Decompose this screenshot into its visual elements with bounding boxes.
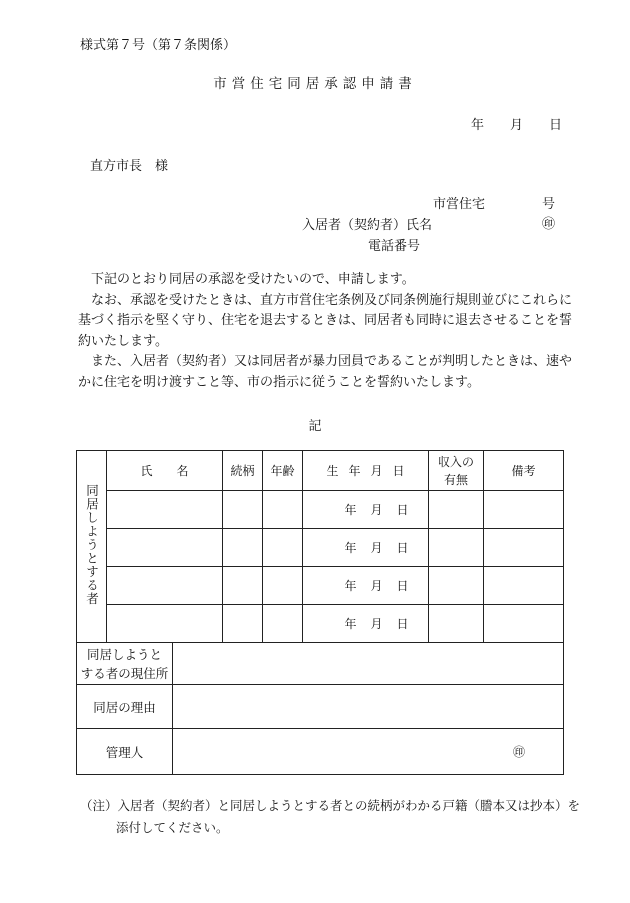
cohabitant-age-cell[interactable] (263, 491, 303, 529)
dob-year-label: 年 (344, 579, 357, 593)
header-name: 氏 名 (107, 451, 223, 491)
cohabitant-table (76, 450, 564, 775)
reason-label: 同居の理由 (77, 685, 173, 729)
cohabitant-relation-cell[interactable] (223, 491, 263, 529)
dob-month-label: 月 (370, 579, 383, 593)
cohabitant-relation-cell[interactable] (223, 567, 263, 605)
note-line1: （注）入居者（契約者）と同居しようとする者との続柄がわかる戸籍（謄本又は抄本）を (80, 798, 581, 813)
current-address-row (77, 643, 564, 685)
table-row (77, 567, 564, 605)
date-year-label: 年 (471, 118, 485, 133)
application-date (471, 114, 562, 133)
header-birth-year: 年 (348, 464, 361, 478)
cohabitant-name-cell[interactable] (107, 605, 223, 643)
dob-year-label: 年 (344, 503, 357, 517)
cohabitant-name-cell[interactable] (107, 491, 223, 529)
cohabitant-relation-cell[interactable] (223, 529, 263, 567)
cohabitant-birth-cell[interactable] (303, 529, 429, 567)
table-row (77, 491, 564, 529)
cohabitant-age-cell[interactable] (263, 605, 303, 643)
cohabitant-income-cell[interactable] (429, 491, 484, 529)
dob-day-label: 日 (396, 541, 409, 555)
statement-paragraph-2: なお、承認を受けたときは、直方市営住宅条例及び同条例施行規則並びにこれらに基づく指示を堅く守り、住宅を退去するときは、同居者も同時に退去させることを誓約いたします。 (78, 292, 573, 349)
page-title: 市営住宅同居承認申請書 (213, 76, 417, 92)
reason-row (77, 685, 564, 729)
header-birth-sei: 生 (326, 464, 339, 478)
application-statement (78, 270, 574, 393)
header-remarks: 備考 (484, 451, 564, 491)
note-line2: 添付してください。 (116, 820, 229, 835)
cohabitant-name-cell[interactable] (107, 529, 223, 567)
applicant-name-label: 入居者（契約者）氏名 (302, 218, 433, 233)
date-month-label: 月 (510, 118, 524, 133)
header-birth-day: 日 (392, 464, 405, 478)
cohabitant-remarks-cell[interactable] (484, 491, 564, 529)
dob-day-label: 日 (396, 579, 409, 593)
dob-year-label: 年 (344, 541, 357, 555)
cohabitant-remarks-cell[interactable] (484, 529, 564, 567)
manager-row (77, 729, 564, 775)
housing-label: 市営住宅 (433, 197, 486, 212)
header-income-line2: 有無 (444, 472, 469, 487)
date-day-label: 日 (549, 118, 563, 133)
cohabitant-birth-cell[interactable] (303, 605, 429, 643)
dob-day-label: 日 (396, 617, 409, 631)
cohabitant-group-cell (77, 451, 107, 643)
cohabitant-birth-cell[interactable] (303, 567, 429, 605)
reason-cell[interactable] (173, 685, 564, 729)
form-number: 様式第７号（第７条関係） (80, 38, 237, 53)
cohabitant-income-cell[interactable] (429, 605, 484, 643)
manager-seal: ㊞ (513, 745, 526, 759)
header-birth-month: 月 (370, 464, 383, 478)
current-address-cell[interactable] (173, 643, 564, 685)
dob-year-label: 年 (344, 617, 357, 631)
manager-label: 管理人 (77, 729, 173, 775)
dob-month-label: 月 (370, 503, 383, 517)
cohabitant-relation-cell[interactable] (223, 605, 263, 643)
table-row (77, 605, 564, 643)
cohabitant-group-label: 同居しようとする者 (84, 484, 100, 606)
cohabitant-name-cell[interactable] (107, 567, 223, 605)
phone-label: 電話番号 (368, 239, 421, 254)
housing-number-suffix: 号 (542, 197, 556, 212)
table-row (77, 529, 564, 567)
header-income (429, 451, 484, 491)
dob-month-label: 月 (370, 617, 383, 631)
current-address-label-line2: する者の現住所 (80, 665, 169, 681)
cohabitant-income-cell[interactable] (429, 529, 484, 567)
dob-day-label: 日 (396, 503, 409, 517)
cohabitant-birth-cell[interactable] (303, 491, 429, 529)
statement-paragraph-3: また、入居者（契約者）又は同居者が暴力団員であることが判明したときは、速やかに住宅を明け渡すこと等、市の指示に従うことを誓約いたします。 (78, 354, 573, 390)
manager-cell[interactable] (173, 729, 564, 775)
header-relation: 続柄 (223, 451, 263, 491)
current-address-label (77, 643, 173, 685)
table-header-row (77, 451, 564, 491)
dob-month-label: 月 (370, 541, 383, 555)
current-address-label-line1: 同居しようと (86, 646, 162, 662)
header-income-line1: 収入の (438, 454, 475, 469)
addressee: 直方市長 様 (90, 159, 169, 174)
note (80, 795, 580, 839)
cohabitant-remarks-cell[interactable] (484, 605, 564, 643)
header-age: 年齢 (263, 451, 303, 491)
header-birth (303, 451, 429, 491)
statement-paragraph-1: 下記のとおり同居の承認を受けたいので、申請します。 (91, 272, 415, 287)
cohabitant-income-cell[interactable] (429, 567, 484, 605)
cohabitant-age-cell[interactable] (263, 529, 303, 567)
applicant-seal: ㊞ (542, 217, 556, 232)
cohabitant-age-cell[interactable] (263, 567, 303, 605)
ki-heading: 記 (308, 419, 322, 434)
cohabitant-remarks-cell[interactable] (484, 567, 564, 605)
